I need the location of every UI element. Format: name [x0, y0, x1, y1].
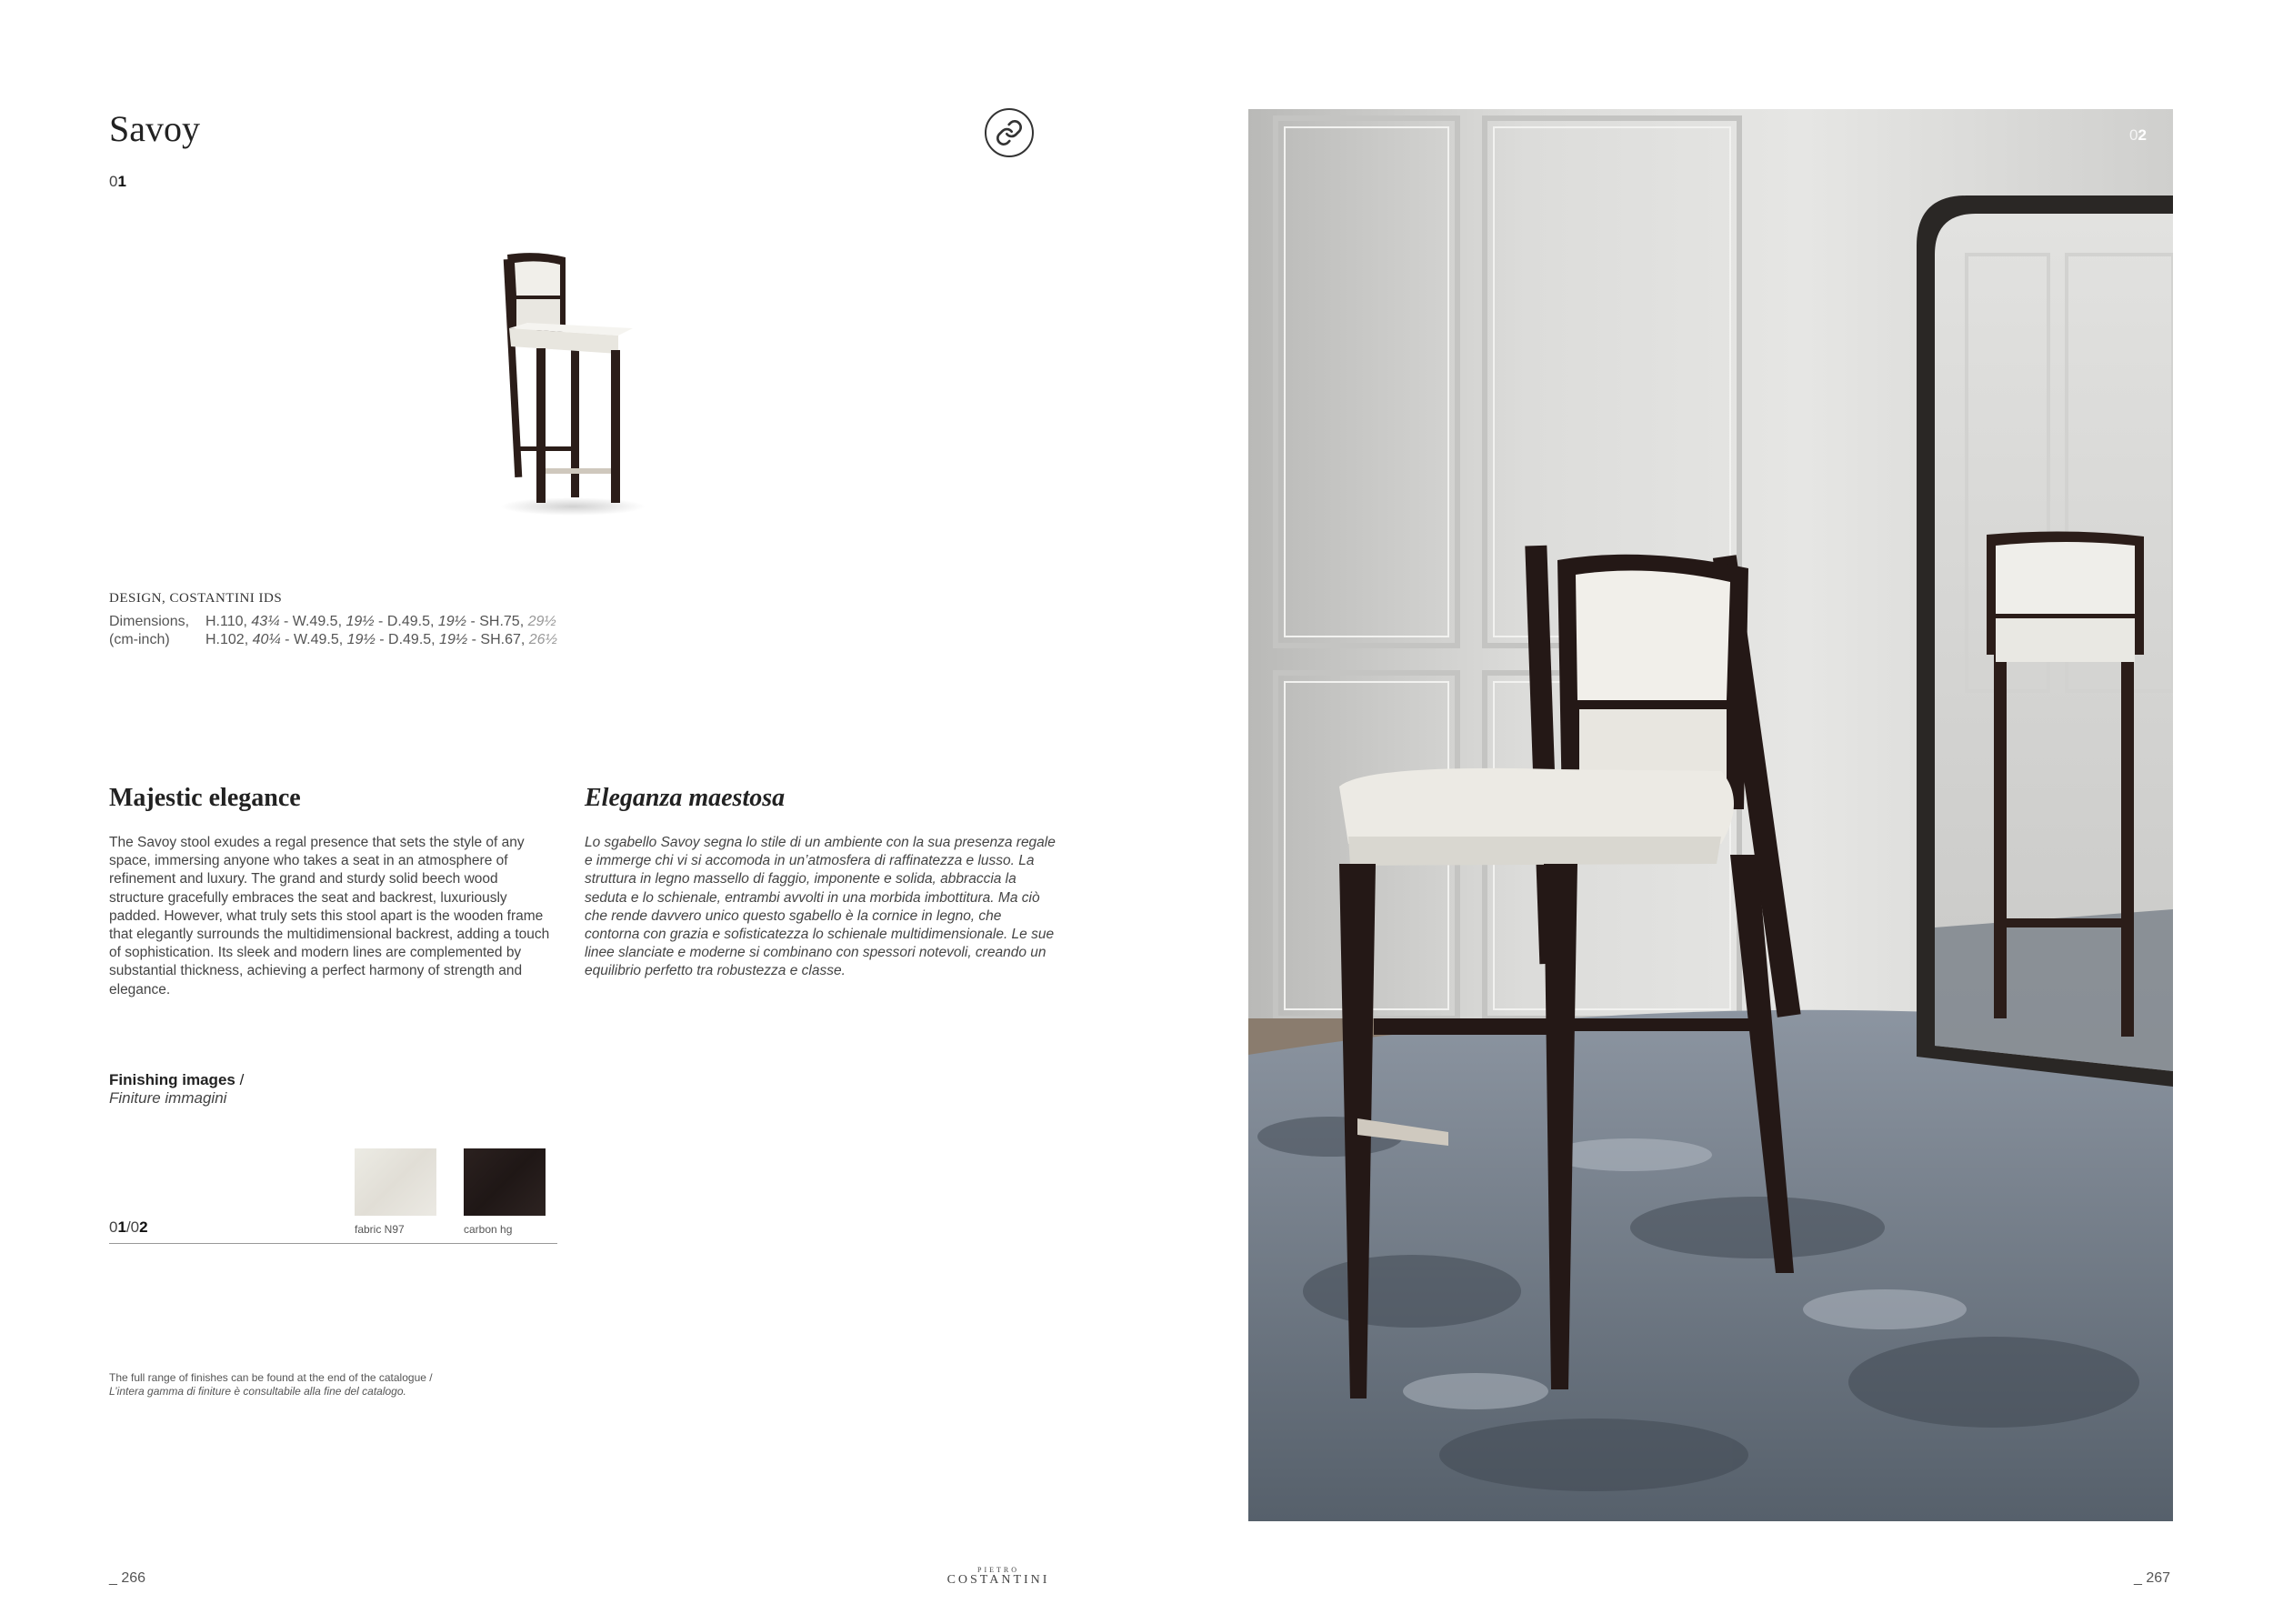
divider	[109, 1243, 557, 1244]
finishing-subtitle: Finiture immagini	[109, 1089, 227, 1107]
swatch-label: fabric N97	[355, 1223, 405, 1236]
page-number-right: _ 267	[2134, 1570, 2171, 1586]
dimensions-unit-label: (cm-inch)	[109, 632, 170, 647]
finishing-title: Finishing images /	[109, 1071, 245, 1088]
product-index: 01	[109, 173, 126, 190]
product-title: Savoy	[109, 108, 200, 149]
note-italian: L’intera gamma di finiture è consultabile alla fine del catalogo.	[109, 1385, 406, 1398]
dimensions-row-inch	[109, 631, 557, 649]
swatch-carbon[interactable]	[464, 1148, 546, 1216]
dimensions-label: Dimensions,	[109, 614, 190, 629]
brand-logo: PIETRO COSTANTINI	[946, 1566, 1050, 1587]
photo-index: 02	[2129, 126, 2147, 144]
dimensions-row-cm	[109, 613, 557, 631]
page-number-left: _ 266	[109, 1570, 146, 1586]
swatch-fabric[interactable]	[355, 1148, 436, 1216]
dimensions-table	[109, 613, 557, 649]
dimensions-values: H.110, 43¼ - W.49.5, 19½ - D.49.5, 19½ - SH.75, 29½	[205, 614, 556, 629]
heading-english: Majestic elegance	[109, 784, 301, 812]
dimensions-values: H.102, 40¼ - W.49.5, 19½ - D.49.5, 19½ - SH.67, 26½	[205, 632, 557, 647]
swatch-label: carbon hg	[464, 1223, 513, 1236]
body-english: The Savoy stool exudes a regal presence that sets the style of any space, immersing anyone who takes a seat in an atmosphere of refinement and luxury. The grand and sturdy solid beech wood structure gracefully embraces the seat and backrest, luxuriously padded. However, what truly sets this stool apart is the wooden frame that elegantly surrounds the multidimensional backrest, adding a touch of sophistication. Its sleek and modern lines are complemented by substantial thickness, achieving a perfect harmony of strength and elegance.	[109, 835, 550, 997]
link-button[interactable]	[985, 108, 1034, 157]
note-english: The full range of finishes can be found at the end of the catalogue /	[109, 1371, 433, 1384]
body-italian: Lo sgabello Savoy segna lo stile di un ambiente con la sua presenza regale e immerge chi vi si accomoda in un’atmosfera di raffinatezza e lusso. La struttura in legno massello di faggio, imponente e solida, abbraccia la seduta e lo schienale, entrambi avvolti in una morbida imbottitura. Ma ciò che rende davvero unico questo sgabello è la cornice in legno, che contorna con grazia e sofisticatezza lo schienale multidimensionale. Le sue linee slanciate e moderne si combinano con spessori notevoli, creando un equilibrio perfetto tra robustezza e classe.	[585, 835, 1056, 979]
lifestyle-photo	[1248, 109, 2173, 1521]
finishes-note	[109, 1371, 433, 1398]
design-credit: DESIGN, COSTANTINI IDS	[109, 591, 283, 606]
product-image	[482, 241, 664, 523]
finishing-pagination: 01/02	[109, 1218, 148, 1236]
heading-italian: Eleganza maestosa	[585, 784, 786, 812]
link-icon	[995, 118, 1024, 147]
